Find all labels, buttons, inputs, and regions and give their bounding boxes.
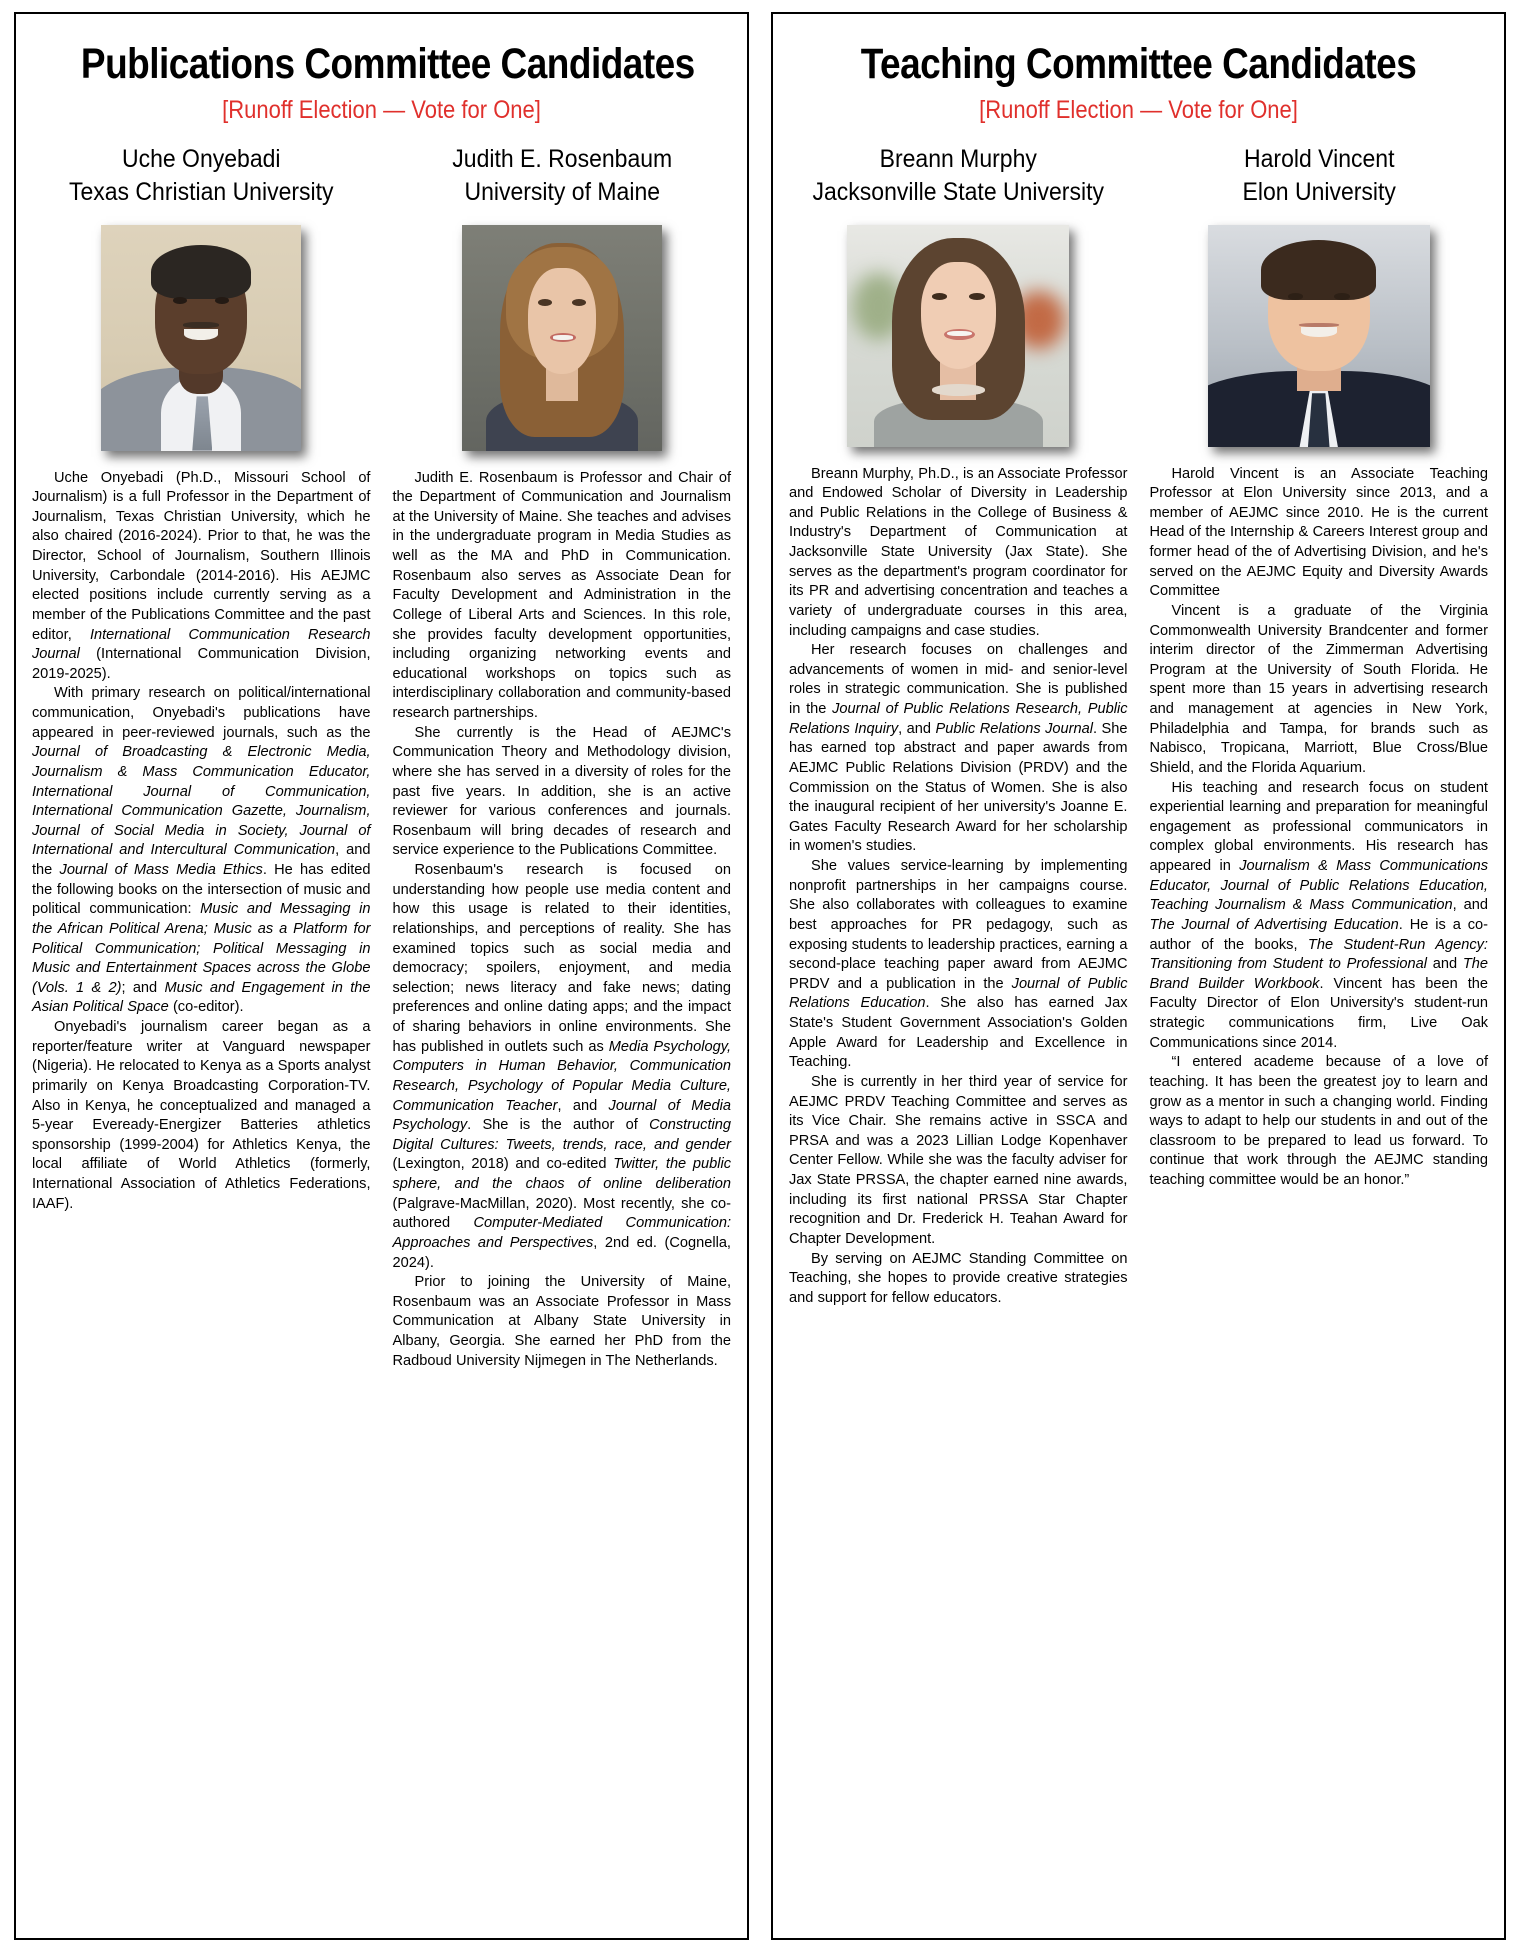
portrait-harold-vincent (1208, 225, 1430, 447)
candidate-bio (1150, 465, 1489, 1191)
candidate-list (32, 143, 731, 1372)
candidate-card-breann-murphy[interactable] (789, 143, 1128, 1309)
bio-paragraph: Prior to joining the University of Maine, Rosenbaum was an Associate Professor in Mass Communication at Albany State University in Albany, Georgia. She earned her PhD from the Radboud University Nijmegen in The Netherlands. (392, 1274, 731, 1369)
bio-paragraph: “I entered academe because of a love of teaching. It has been the greatest joy to learn and grow as a mentor in such a changing world. Finding ways to adapt to help our students in and out of the classroom to be prepared to lead us forward. To continue that work through the AEJMC standing teaching committee would be an honor.” (1149, 1054, 1488, 1189)
candidate-affiliation: Texas Christian University (68, 177, 334, 206)
candidate-name: Harold Vincent (1243, 144, 1394, 173)
candidate-card-harold-vincent[interactable] (1150, 143, 1489, 1309)
portrait-breann-murphy (847, 225, 1069, 447)
panel-teaching-committee (771, 12, 1506, 1940)
bio-paragraph: Her research focuses on challenges and advancements of women in mid- and senior-level roles in strategic communication. She is published in the Journal of Public Relations Research, Public Relations Inquiry, and Public Relations Journal. She has earned top abstract and paper awards from AEJMC Public Relations Division (PRDV) and the Commission on the Status of Women. She is also the inaugural recipient of her university's Joanne E. Gates Faculty Research Award for her scholarship in women's studies. (789, 642, 1128, 855)
candidate-name: Breann Murphy (879, 144, 1037, 173)
panel-title: Publications Committee Candidates (80, 40, 695, 88)
candidate-card-uche-onyebadi[interactable] (32, 143, 371, 1372)
portrait-uche-onyebadi (101, 225, 301, 451)
bio-paragraph: Breann Murphy, Ph.D., is an Associate Professor and Endowed Scholar of Diversity in Leadership and Public Relations in the College of Business & Industry's Department of Communication at Jacksonville State University (Jax State). She serves as the department's program coordinator for its PR and advertising concentration and teaches a variety of undergraduate courses in this area, including campaigns and case studies. (789, 465, 1128, 639)
panel-publications-committee (14, 12, 749, 1940)
bio-paragraph: Uche Onyebadi (Ph.D., Missouri School of Journalism) is a full Professor in the Department of Journalism, Texas Christian University, which he also chaired (2016-2024). Prior to that, he was the Director, School of Journalism, Southern Illinois University, Carbondale (2014-2016). His AEJMC elected positions include currently serving as a member of the Publications Committee and the past editor, International Communication Research Journal (International Communication Division, 2019-2025). (32, 469, 371, 682)
candidate-bio (393, 469, 732, 1372)
bio-paragraph: She currently is the Head of AEJMC's Communication Theory and Methodology division, where she has served in a diversity of roles for the past five years. In addition, she is an active reviewer for various conferences and journals. Rosenbaum will bring decades of research and service experience to the Publications Committee. (392, 724, 731, 859)
bio-paragraph: Judith E. Rosenbaum is Professor and Chair of the Department of Communication and Journalism at the University of Maine. She teaches and advises in the undergraduate program in Media Studies as well as the MA and PhD in Communication. Rosenbaum also serves as Associate Dean for Faculty Development and Administration in the College of Liberal Arts and Sciences. In this role, she provides faculty development opportunities, including organizing networking events and educational workshops on topics such as interdisciplinary collaboration and community-based research partnerships. (392, 469, 731, 722)
bio-paragraph: Harold Vincent is an Associate Teaching Professor at Elon University since 2013, and a member of AEJMC since 2010. He is the current Head of the Internship & Careers Interest group and former head of the of Advertising Division, and he's served on the AEJMC Equity and Diversity Awards Committee (1149, 465, 1488, 600)
candidate-photo-wrap (32, 225, 371, 451)
bio-paragraph: Rosenbaum's research is focused on understanding how people use media content and how this usage is related to their identities, relationships, and perceptions of reality. She has examined topics such as social media and democracy; spoilers, enjoyment, and media selection; news literacy and fake news; dating preferences and online dating apps; and the impact of sharing behaviors in online environments. She has published in outlets such as Media Psychology, Computers in Human Behavior, Communication Research, Psychology of Popular Media Culture, Communication Teacher, and Journal of Media Psychology. She is the author of Constructing Digital Cultures: Tweets, trends, race, and gender (Lexington, 2018) and co-edited Twitter, the public sphere, and the chaos of online deliberation (Palgrave-MacMillan, 2020). Most recently, she co-authored Computer-Mediated Communication: Approaches and Perspectives, 2nd ed. (Cognella, 2024). (392, 862, 732, 1271)
candidate-name: Uche Onyebadi (121, 144, 281, 173)
panel-subtitle: [Runoff Election — Vote for One] (222, 95, 541, 124)
bio-paragraph: His teaching and research focus on student experiential learning and preparation for meaningful engagement as professional communicators in complex global environments. His research has appeared in Journalism & Mass Communications Educator, Journal of Public Relations Education, Teaching Journalism & Mass Communication, and The Journal of Advertising Education. He is a co-author of the books, The Student-Run Agency: Transitioning from Student to Professional and The Brand Builder Workbook. Vincent has been the Faculty Director of Elon University's student-run strategic communications firm, Live Oak Communications since 2014. (1149, 779, 1489, 1051)
panel-title: Teaching Committee Candidates (860, 40, 1417, 88)
candidate-affiliation: Jacksonville State University (812, 177, 1104, 206)
portrait-judith-rosenbaum (462, 225, 662, 451)
candidate-name: Judith E. Rosenbaum (451, 144, 672, 173)
candidate-photo-wrap (789, 225, 1128, 447)
panel-subtitle: [Runoff Election — Vote for One] (979, 95, 1298, 124)
candidate-photo-wrap (393, 225, 732, 451)
bio-paragraph: By serving on AEJMC Standing Committee on Teaching, she hopes to provide creative strategies and support for fellow educators. (789, 1250, 1128, 1306)
candidate-affiliation: University of Maine (463, 177, 660, 206)
candidate-affiliation: Elon University (1242, 177, 1396, 206)
bio-paragraph: She is currently in her third year of service for AEJMC PRDV Teaching Committee and serves as its Vice Chair. She remains active in SSCA and PRSA and was a 2023 Lillian Lodge Kopenhaver Center Fellow. While she was the faculty adviser for Jax State PRSSA, the chapter earned nine awards, including its first national PRSSA Star Chapter recognition and Dr. Frederick H. Teahan Award for Chapter Development. (789, 1073, 1128, 1247)
candidate-photo-wrap (1150, 225, 1489, 447)
candidate-bio (789, 465, 1128, 1309)
candidate-bio (32, 469, 371, 1215)
bio-paragraph: Onyebadi's journalism career began as a reporter/feature writer at Vanguard newspaper (Nigeria). He relocated to Kenya as a Sports analyst primarily on Kenya Broadcasting Corporation-TV. Also in Kenya, he conceptualized and managed a 5-year Eveready-Energizer Batteries athletics sponsorship (1999-2004) for Athletics Kenya, the local affiliate of World Athletics (formerly, International Association of Athletics Federations, IAAF). (32, 1019, 371, 1212)
bio-paragraph: She values service-learning by implementing nonprofit partnerships in her campaigns course. She also collaborates with colleagues to examine best approaches for PR pedagogy, such as exposing students to leadership practices, earning a second-place teaching paper award from AEJMC PRDV and a publication in the Journal of Public Relations Education. She also has earned Jax State's Student Government Association's Golden Apple Award for Leadership and Excellence in Teaching. (789, 858, 1128, 1071)
candidate-card-judith-rosenbaum[interactable] (393, 143, 732, 1372)
bio-paragraph: Vincent is a graduate of the Virginia Commonwealth University Brandcenter and former interim director of the Zimmerman Advertising Program at the University of South Florida. He spent more than 15 years in advertising research and management at agencies in New York, Philadelphia and Tampa, for brands such as Nabisco, Tropicana, Marriott, Blue Cross/Blue Shield, and the Florida Aquarium. (1149, 602, 1488, 776)
candidate-list (789, 143, 1488, 1309)
bio-paragraph: With primary research on political/international communication, Onyebadi's publications have appeared in peer-reviewed journals, such as the Journal of Broadcasting & Electronic Media, Journalism & Mass Communication Educator, International Journal of Communication, International Communication Gazette, Journalism, Journal of Social Media in Society, Journal of International and Intercultural Communication, and the Journal of Mass Media Ethics. He has edited the following books on the intersection of music and political communication: Music and Messaging in the African Political Arena; Music as a Platform for Political Communication; Political Messaging in Music and Entertainment Spaces across the Globe (Vols. 1 & 2); and Music and Engagement in the Asian Political Space (co-editor). (32, 685, 371, 1016)
